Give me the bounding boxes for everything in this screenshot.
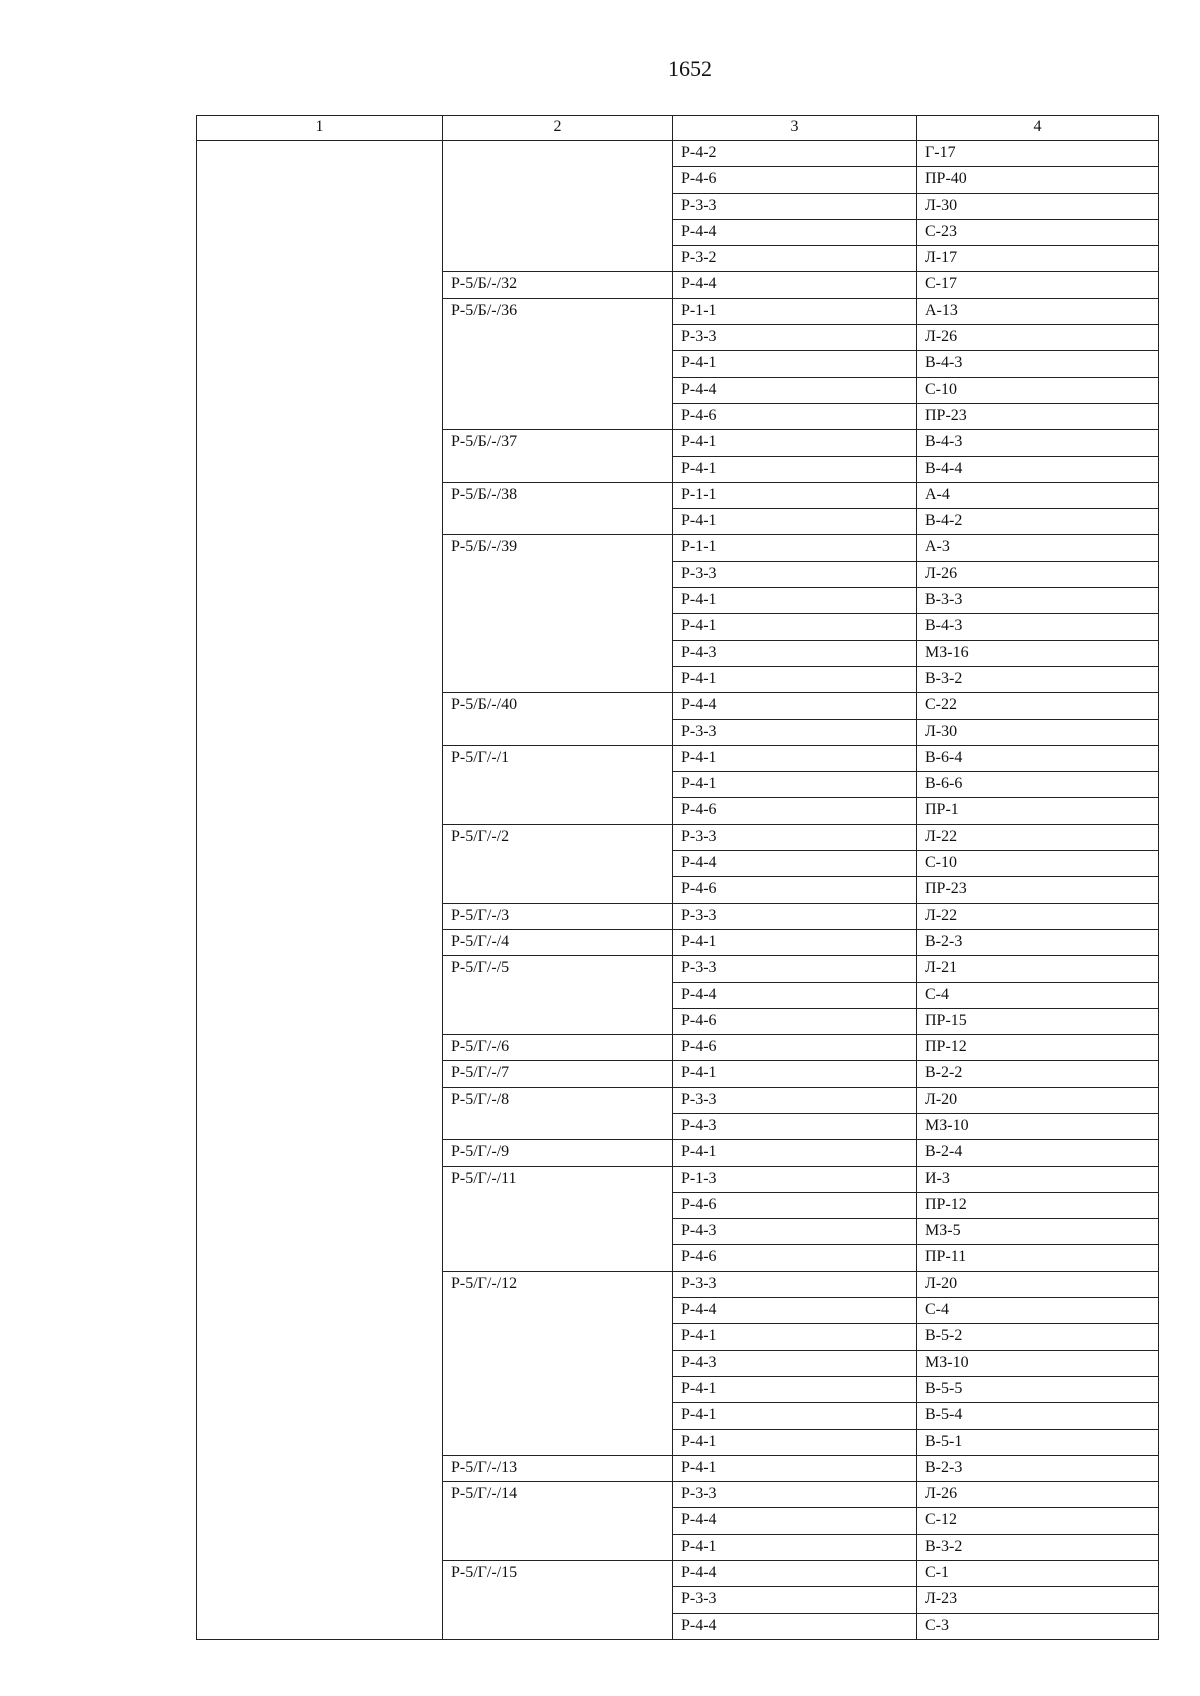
group-code-cell: Р-5/Г/-/4 <box>443 929 673 955</box>
group-code-cell: Р-5/Б/-/39 <box>443 535 673 693</box>
column-3-cell: Р-1-3 <box>673 1166 917 1192</box>
column-3-cell: Р-4-4 <box>673 1561 917 1587</box>
column-4-cell: Л-21 <box>917 956 1159 982</box>
column-4-cell: Л-30 <box>917 193 1159 219</box>
column-4-cell: С-17 <box>917 272 1159 298</box>
column-4-cell: ПР-1 <box>917 798 1159 824</box>
column-3-cell: Р-3-3 <box>673 824 917 850</box>
column-3-cell: Р-4-4 <box>673 1298 917 1324</box>
column-4-cell: Г-17 <box>917 141 1159 167</box>
column-3-cell: Р-3-3 <box>673 1087 917 1113</box>
column-4-cell: Л-26 <box>917 325 1159 351</box>
column-4-cell: В-6-4 <box>917 745 1159 771</box>
group-code-cell <box>443 141 673 272</box>
column-3-cell: Р-4-4 <box>673 693 917 719</box>
column-header: 2 <box>443 116 673 141</box>
column-3-cell: Р-4-6 <box>673 167 917 193</box>
group-code-cell: Р-5/Г/-/13 <box>443 1455 673 1481</box>
group-code-cell: Р-5/Б/-/37 <box>443 430 673 483</box>
column-3-cell: Р-4-3 <box>673 1350 917 1376</box>
column-4-cell: А-3 <box>917 535 1159 561</box>
column-3-cell: Р-3-3 <box>673 1271 917 1297</box>
column-4-cell: ПР-12 <box>917 1035 1159 1061</box>
column-3-cell: Р-3-3 <box>673 719 917 745</box>
column-4-cell: МЗ-10 <box>917 1350 1159 1376</box>
table-header <box>197 116 1159 141</box>
column-3-cell: Р-4-1 <box>673 1403 917 1429</box>
column-4-cell: Л-30 <box>917 719 1159 745</box>
column-4-cell: В-5-1 <box>917 1429 1159 1455</box>
column-4-cell: В-4-3 <box>917 614 1159 640</box>
column-3-cell: Р-4-1 <box>673 929 917 955</box>
column-4-cell: В-3-2 <box>917 666 1159 692</box>
page-number: 1652 <box>668 56 712 81</box>
column-4-cell: Л-17 <box>917 246 1159 272</box>
group-code-cell: Р-5/Г/-/7 <box>443 1061 673 1087</box>
column-3-cell: Р-4-3 <box>673 1219 917 1245</box>
group-code-cell: Р-5/Б/-/32 <box>443 272 673 298</box>
group-code-cell: Р-5/Г/-/1 <box>443 745 673 824</box>
column-4-cell: ПР-11 <box>917 1245 1159 1271</box>
column-3-cell: Р-4-3 <box>673 640 917 666</box>
column-4-cell: В-4-2 <box>917 509 1159 535</box>
column-3-cell: Р-4-1 <box>673 351 917 377</box>
column-4-cell: Л-20 <box>917 1087 1159 1113</box>
column-3-cell: Р-3-3 <box>673 1482 917 1508</box>
column-3-cell: Р-3-3 <box>673 561 917 587</box>
column-header: 4 <box>917 116 1159 141</box>
group-code-cell: Р-5/Г/-/9 <box>443 1140 673 1166</box>
column-3-cell: Р-4-6 <box>673 877 917 903</box>
column-4-cell: Л-22 <box>917 824 1159 850</box>
column-4-cell: В-4-4 <box>917 456 1159 482</box>
column-4-cell: А-13 <box>917 298 1159 324</box>
group-code-cell: Р-5/Г/-/12 <box>443 1271 673 1455</box>
column-3-cell: Р-4-4 <box>673 272 917 298</box>
column-4-cell: И-3 <box>917 1166 1159 1192</box>
column-4-cell: В-4-3 <box>917 430 1159 456</box>
column-3-cell: Р-4-1 <box>673 1534 917 1560</box>
group-code-cell: Р-5/Г/-/5 <box>443 956 673 1035</box>
column-4-cell: МЗ-5 <box>917 1219 1159 1245</box>
column-4-cell: С-4 <box>917 1298 1159 1324</box>
column-3-cell: Р-4-1 <box>673 509 917 535</box>
column-4-cell: В-2-2 <box>917 1061 1159 1087</box>
column-4-cell: ПР-40 <box>917 167 1159 193</box>
column-3-cell: Р-4-1 <box>673 588 917 614</box>
column-4-cell: С-10 <box>917 851 1159 877</box>
column-3-cell: Р-1-1 <box>673 298 917 324</box>
column-3-cell: Р-4-4 <box>673 377 917 403</box>
column-4-cell: С-22 <box>917 693 1159 719</box>
column-3-cell: Р-1-1 <box>673 535 917 561</box>
group-code-cell: Р-5/Б/-/38 <box>443 482 673 535</box>
column-4-cell: В-5-2 <box>917 1324 1159 1350</box>
column-4-cell: В-5-5 <box>917 1376 1159 1402</box>
group-code-cell: Р-5/Г/-/3 <box>443 903 673 929</box>
column-3-cell: Р-4-1 <box>673 745 917 771</box>
column-3-cell: Р-4-4 <box>673 851 917 877</box>
column-4-cell: МЗ-10 <box>917 1113 1159 1139</box>
column-3-cell: Р-3-2 <box>673 246 917 272</box>
column-3-cell: Р-4-1 <box>673 1324 917 1350</box>
column-4-cell: В-3-3 <box>917 588 1159 614</box>
table-row <box>197 141 1159 167</box>
data-table <box>196 115 1159 1640</box>
column-4-cell: В-4-3 <box>917 351 1159 377</box>
column-4-cell: В-2-3 <box>917 1455 1159 1481</box>
column-3-cell: Р-4-1 <box>673 1429 917 1455</box>
column-3-cell: Р-4-4 <box>673 1508 917 1534</box>
column-3-cell: Р-4-6 <box>673 1192 917 1218</box>
column-3-cell: Р-4-4 <box>673 1613 917 1639</box>
column-3-cell: Р-3-3 <box>673 1587 917 1613</box>
column-4-cell: С-10 <box>917 377 1159 403</box>
group-code-cell: Р-5/Г/-/11 <box>443 1166 673 1271</box>
group-code-cell: Р-5/Б/-/36 <box>443 298 673 429</box>
column-3-cell: Р-4-1 <box>673 456 917 482</box>
column-3-cell: Р-4-1 <box>673 1061 917 1087</box>
column-3-cell: Р-4-1 <box>673 614 917 640</box>
column-4-cell: МЗ-16 <box>917 640 1159 666</box>
column-1-cell <box>197 141 443 1640</box>
group-code-cell: Р-5/Б/-/40 <box>443 693 673 746</box>
column-3-cell: Р-4-6 <box>673 1245 917 1271</box>
column-4-cell: В-2-3 <box>917 929 1159 955</box>
column-4-cell: С-23 <box>917 219 1159 245</box>
column-4-cell: В-2-4 <box>917 1140 1159 1166</box>
column-4-cell: Л-22 <box>917 903 1159 929</box>
column-4-cell: Л-23 <box>917 1587 1159 1613</box>
column-3-cell: Р-4-3 <box>673 1113 917 1139</box>
column-4-cell: В-3-2 <box>917 1534 1159 1560</box>
column-3-cell: Р-4-1 <box>673 1140 917 1166</box>
column-header: 3 <box>673 116 917 141</box>
column-3-cell: Р-4-1 <box>673 1455 917 1481</box>
column-4-cell: В-6-6 <box>917 772 1159 798</box>
column-3-cell: Р-4-6 <box>673 1008 917 1034</box>
column-3-cell: Р-4-4 <box>673 219 917 245</box>
group-code-cell: Р-5/Г/-/6 <box>443 1035 673 1061</box>
column-4-cell: Л-26 <box>917 1482 1159 1508</box>
group-code-cell: Р-5/Г/-/14 <box>443 1482 673 1561</box>
column-3-cell: Р-1-1 <box>673 482 917 508</box>
column-4-cell: Л-26 <box>917 561 1159 587</box>
column-4-cell: ПР-12 <box>917 1192 1159 1218</box>
column-3-cell: Р-4-6 <box>673 798 917 824</box>
column-4-cell: А-4 <box>917 482 1159 508</box>
group-code-cell: Р-5/Г/-/2 <box>443 824 673 903</box>
column-3-cell: Р-4-2 <box>673 141 917 167</box>
column-4-cell: С-4 <box>917 982 1159 1008</box>
column-4-cell: В-5-4 <box>917 1403 1159 1429</box>
column-4-cell: ПР-23 <box>917 403 1159 429</box>
column-4-cell: С-12 <box>917 1508 1159 1534</box>
column-4-cell: Л-20 <box>917 1271 1159 1297</box>
column-3-cell: Р-4-6 <box>673 1035 917 1061</box>
column-4-cell: ПР-15 <box>917 1008 1159 1034</box>
column-4-cell: ПР-23 <box>917 877 1159 903</box>
column-4-cell: С-3 <box>917 1613 1159 1639</box>
column-3-cell: Р-3-3 <box>673 903 917 929</box>
group-code-cell: Р-5/Г/-/15 <box>443 1561 673 1640</box>
column-3-cell: Р-3-3 <box>673 956 917 982</box>
column-3-cell: Р-4-1 <box>673 1376 917 1402</box>
column-4-cell: С-1 <box>917 1561 1159 1587</box>
column-3-cell: Р-4-1 <box>673 666 917 692</box>
column-3-cell: Р-4-1 <box>673 430 917 456</box>
table-body <box>197 141 1159 1640</box>
header-row <box>197 116 1159 141</box>
group-code-cell: Р-5/Г/-/8 <box>443 1087 673 1140</box>
column-3-cell: Р-4-6 <box>673 403 917 429</box>
column-3-cell: Р-3-3 <box>673 193 917 219</box>
column-3-cell: Р-3-3 <box>673 325 917 351</box>
column-3-cell: Р-4-4 <box>673 982 917 1008</box>
column-header: 1 <box>197 116 443 141</box>
column-3-cell: Р-4-1 <box>673 772 917 798</box>
